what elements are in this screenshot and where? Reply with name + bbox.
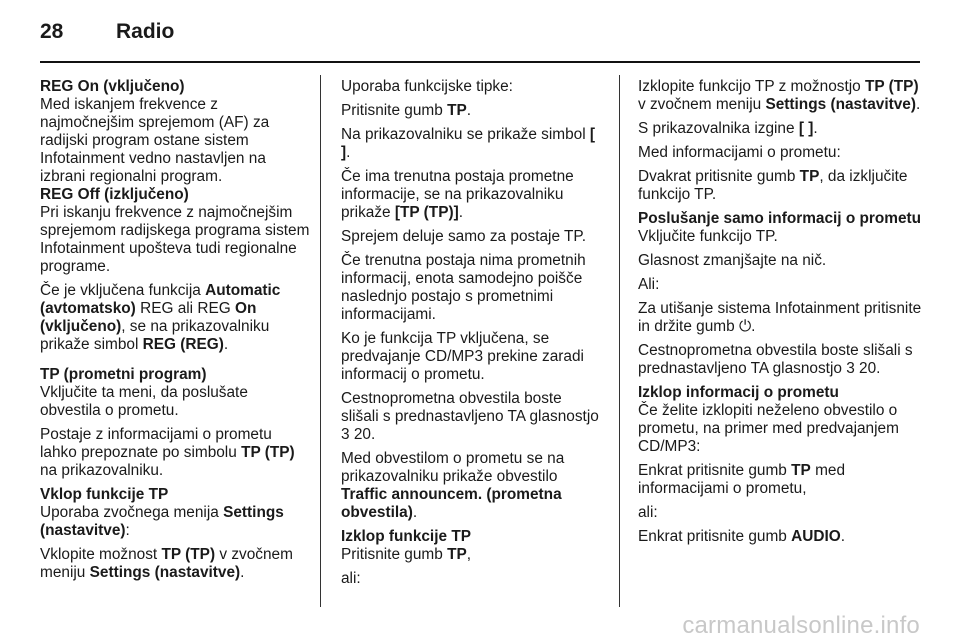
button-label: TP <box>447 546 467 563</box>
reg-off-heading: REG Off (izključeno) <box>40 186 189 203</box>
paragraph <box>341 390 603 444</box>
text-span: v zvočnem meniju <box>638 96 766 113</box>
text-span: Med obvestilom o prometu se na prikazovalniku prikaže obvestilo <box>341 450 565 485</box>
text-span: , da izključite funkcijo TP. <box>638 168 908 203</box>
paragraph: Glasnost zmanjšajte na nič. <box>638 252 827 269</box>
page-reference-link[interactable]: 3 20 <box>846 360 877 377</box>
menu-label: Automatic (avtomatsko) <box>40 282 281 317</box>
reg-on-text: Med iskanjem frekvence z najmočnejšim sprejemom (AF) za radijski program ostane sistem Infotainment vedno nastavljen na izbrani regionalni program. <box>40 96 270 185</box>
text-span: v zvočnem meniju <box>40 546 293 581</box>
paragraph <box>638 462 926 498</box>
paragraph: ali: <box>341 570 361 587</box>
tp-stations-paragraph <box>40 426 312 480</box>
vklop-option-paragraph <box>40 546 312 582</box>
text-span: . <box>813 120 818 137</box>
text-span: Vključite funkcijo TP. <box>638 228 778 245</box>
paragraph: Sprejem deluje samo za postaje TP. <box>341 228 586 245</box>
izklop-block <box>341 528 603 564</box>
paragraph <box>638 78 926 114</box>
column-divider-2 <box>619 75 620 607</box>
text-span: S prikazovalnika izgine <box>638 120 799 137</box>
text-span: Če je vključena funkcija <box>40 282 206 299</box>
text-span: Uporaba zvočnega menija <box>40 504 224 521</box>
text-span: med informacijami o prometu, <box>638 462 846 497</box>
display-symbol: [TP (TP)] <box>394 204 459 221</box>
text-span: . <box>876 360 881 377</box>
text-span: . <box>346 144 351 161</box>
text-span: . <box>412 504 418 521</box>
text-span: Če želite izklopiti neželeno obvestilo o prometu, na primer med predvajanjem CD/MP3: <box>638 402 899 455</box>
text-span: , se na prikazovalniku prikaže simbol <box>40 318 270 353</box>
paragraph <box>638 120 926 138</box>
paragraph: Če trenutna postaja nima prometnih informacij, enota samodejno poišče naslednjo postajo s prometnimi informacijami. <box>341 252 586 323</box>
watermark: carmanualsonline.info <box>682 612 920 639</box>
text-span: . <box>223 336 229 353</box>
text-span: Cestnoprometna obvestila boste slišali s prednastavljeno TA glasnostjo <box>341 390 599 425</box>
izklop-inf-block <box>638 384 926 456</box>
menu-label: On (vključeno) <box>40 300 257 335</box>
text-span: Izklopite funkcijo TP z možnostjo <box>638 78 865 95</box>
text-span: . <box>915 96 921 113</box>
paragraph <box>341 102 603 120</box>
page-number: 28 <box>40 20 64 43</box>
button-label: TP <box>447 102 467 119</box>
posl-heading: Poslušanje samo informacij o prometu <box>638 210 922 227</box>
tp-text: Vključite ta meni, da poslušate obvestila o prometu. <box>40 384 248 419</box>
text-span: . <box>840 528 845 545</box>
menu-label: Settings (nastavitve) <box>765 96 916 113</box>
vklop-block <box>40 486 312 540</box>
button-label: AUDIO <box>791 528 841 545</box>
column-divider-1 <box>320 75 321 607</box>
display-symbol: [ ] <box>798 120 814 137</box>
reg-off-text: Pri iskanju frekvence z najmočnejšim sprejemom radijskega programa sistem Infotainment upošteva tudi regionalne programe. <box>40 204 310 275</box>
izklop-heading: Izklop funkcije TP <box>341 528 471 545</box>
text-span: Dvakrat pritisnite gumb <box>638 168 800 185</box>
display-symbol: TP (TP) <box>241 444 295 461</box>
text-span: Cestnoprometna obvestila boste slišali s prednastavljeno TA glasnostjo <box>638 342 913 377</box>
paragraph <box>638 342 926 378</box>
text-span: . <box>466 102 472 119</box>
button-label: TP <box>791 462 811 479</box>
paragraph <box>341 168 603 222</box>
section-title: Radio <box>116 20 175 43</box>
paragraph <box>638 168 926 204</box>
text-span: Pritisnite gumb <box>341 546 448 563</box>
tp-heading: TP (prometni program) <box>40 366 207 383</box>
text-span: , <box>466 546 472 563</box>
paragraph <box>638 528 926 546</box>
tp-block <box>40 366 312 420</box>
display-symbol: [ ] <box>341 126 596 161</box>
display-message: Traffic announcem. (prometna obvestila) <box>341 486 562 521</box>
reg-on-heading: REG On (vključeno) <box>40 78 185 95</box>
izklop-inf-heading: Izklop informacij o prometu <box>638 384 839 401</box>
text-span: Vklopite možnost <box>40 546 162 563</box>
menu-label: TP (TP) <box>161 546 216 563</box>
menu-label: Settings (nastavitve) <box>89 564 241 581</box>
paragraph: Ko je funkcija TP vključena, se predvajanje CD/MP3 prekine zaradi informacij o prometu. <box>341 330 584 383</box>
text-span: Postaje z informacijami o prometu lahko prepoznate po simbolu <box>40 426 272 461</box>
vklop-heading: Vklop funkcije TP <box>40 486 169 503</box>
text-span: REG ali REG <box>135 300 236 317</box>
menu-label: Settings (nastavitve) <box>40 504 284 539</box>
reg-on-block <box>40 78 312 186</box>
text-span: : <box>125 522 130 539</box>
column-3 <box>638 78 926 552</box>
posl-block <box>638 210 926 246</box>
paragraph: Za utišanje sistema Infotainment pritisnite in držite gumb ⏻. <box>638 300 922 335</box>
paragraph: ali: <box>638 504 658 521</box>
display-symbol: REG (REG) <box>142 336 224 353</box>
text-span: Pritisnite gumb <box>341 102 448 119</box>
paragraph: Ali: <box>638 276 660 293</box>
paragraph: Med informacijami o prometu: <box>638 144 841 161</box>
text-span: Enkrat pritisnite gumb <box>638 528 792 545</box>
text-span: Enkrat pritisnite gumb <box>638 462 792 479</box>
text-span: . <box>458 204 464 221</box>
paragraph <box>341 126 603 162</box>
reg-off-block <box>40 186 312 276</box>
column-2 <box>341 78 603 594</box>
button-label: TP <box>799 168 820 185</box>
paragraph: Uporaba funkcijske tipke: <box>341 78 513 95</box>
text-span: na prikazovalniku. <box>40 462 164 479</box>
text-span: Če ima trenutna postaja prometne informacije, se na prikazovalniku prikaže <box>341 168 574 221</box>
page-reference-link[interactable]: 3 20 <box>341 426 371 443</box>
reg-symbol-paragraph <box>40 282 312 354</box>
text-span: . <box>370 426 376 443</box>
text-span: . <box>240 564 245 581</box>
text-span: Na prikazovalniku se prikaže simbol <box>341 126 590 143</box>
menu-label: TP (TP) <box>864 78 919 95</box>
column-1 <box>40 78 312 588</box>
header-rule <box>40 61 920 63</box>
paragraph <box>341 450 603 522</box>
